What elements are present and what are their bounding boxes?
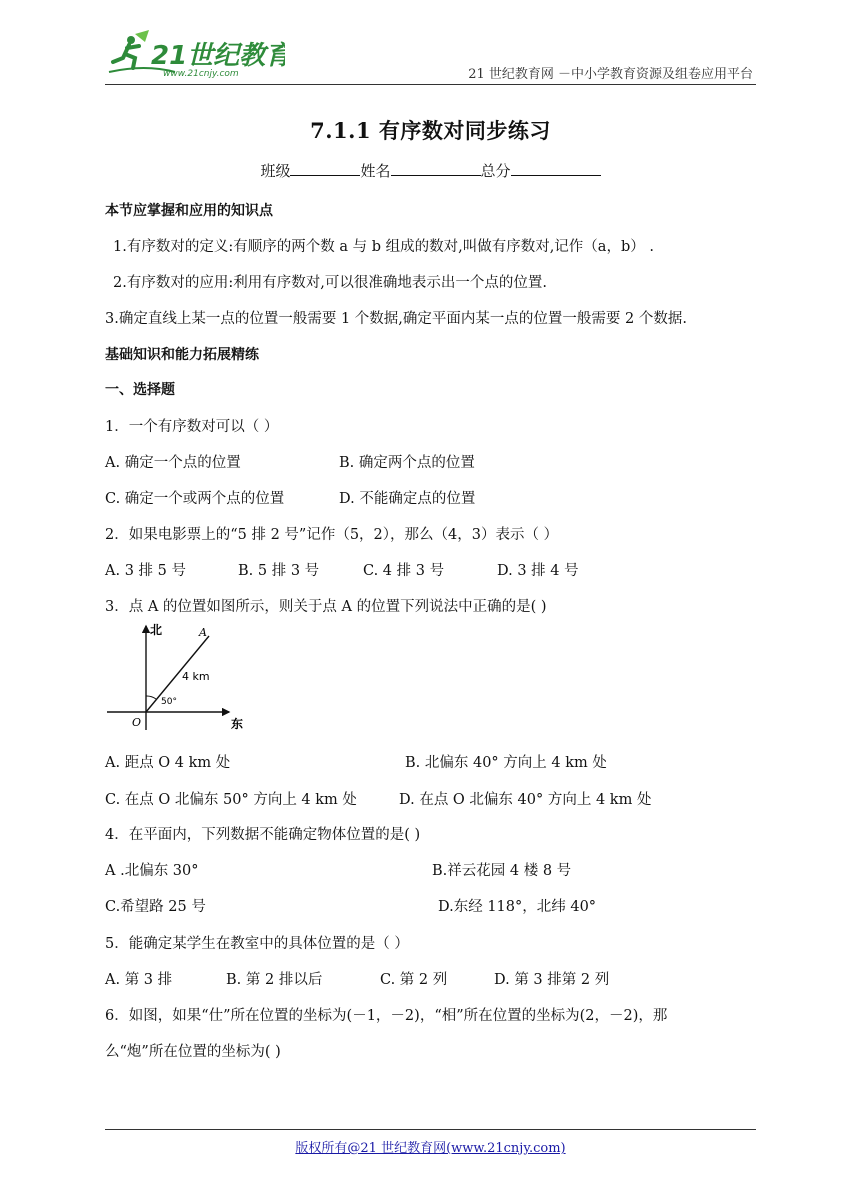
angle-label: 50° <box>161 697 177 707</box>
q3-option-d[interactable]: D. 在点 O 北偏东 40° 方向上 4 km 处 <box>399 792 652 808</box>
q2-option-c[interactable]: C. 4 排 3 号 <box>363 563 445 579</box>
knowledge-item-2: 2.有序数对的应用:利用有序数对,可以很准确地表示出一个点的位置. <box>113 275 547 291</box>
header-site-text: 21 世纪教育网 －中小学教育资源及组卷应用平台 <box>468 67 753 82</box>
knowledge-heading: 本节应掌握和应用的知识点 <box>105 203 273 219</box>
q2-option-d[interactable]: D. 3 排 4 号 <box>497 563 579 579</box>
q3-option-c[interactable]: C. 在点 O 北偏东 50° 方向上 4 km 处 <box>105 792 357 808</box>
runner-logo-icon <box>105 28 285 80</box>
knowledge-item-1: 1.有序数对的定义:有顺序的两个数 a 与 b 组成的数对,叫做有序数对,记作（a，b） . <box>113 239 654 255</box>
q3-direction-figure <box>105 620 255 738</box>
brand-name: 21世纪教育 <box>151 41 285 71</box>
q1-option-a[interactable]: A. 确定一个点的位置 <box>105 455 241 471</box>
q4-option-a[interactable]: A .北偏东 30° <box>105 863 199 879</box>
point-a-label: A <box>199 626 207 639</box>
q5-stem: 5．能确定某学生在教室中的具体位置的是（ ） <box>105 936 409 952</box>
footer-divider <box>105 1129 756 1130</box>
q4-stem: 4．在平面内，下列数据不能确定物体位置的是( ) <box>105 827 421 843</box>
north-label: 北 <box>150 623 163 637</box>
q2-stem: 2．如果电影票上的“5 排 2 号”记作（5，2），那么（4，3）表示（ ） <box>105 527 559 543</box>
page-title: 7.1.1 有序数对同步练习 <box>310 118 551 143</box>
q3-option-a[interactable]: A. 距点 O 4 km 处 <box>105 755 231 771</box>
header-divider <box>105 84 756 85</box>
student-info-line <box>0 160 861 181</box>
knowledge-item-3: 3.确定直线上某一点的位置一般需要 1 个数据,确定平面内某一点的位置一般需要 2 个数据. <box>105 311 687 327</box>
q5-option-b[interactable]: B. 第 2 排以后 <box>226 972 323 988</box>
q5-option-a[interactable]: A. 第 3 排 <box>105 972 173 988</box>
site-logo <box>105 28 285 80</box>
name-label: 姓名 <box>360 162 391 180</box>
q2-option-a[interactable]: A. 3 排 5 号 <box>105 563 186 579</box>
q2-option-b[interactable]: B. 5 排 3 号 <box>238 563 320 579</box>
q1-option-b[interactable]: B. 确定两个点的位置 <box>339 455 475 471</box>
practice-heading: 基础知识和能力拓展精练 <box>105 347 259 363</box>
east-label: 东 <box>231 717 244 731</box>
q6-stem-line-1: 6．如图，如果“仕”所在位置的坐标为(－1，－2)，“相”所在位置的坐标为(2，－2)，那 <box>105 1008 668 1024</box>
q1-option-d[interactable]: D. 不能确定点的位置 <box>339 491 476 507</box>
q4-option-b[interactable]: B.祥云花园 4 楼 8 号 <box>432 863 572 879</box>
section-heading: 一、选择题 <box>105 382 175 398</box>
score-blank[interactable] <box>511 163 601 176</box>
q6-stem-line-2: 么“炮”所在位置的坐标为( ) <box>105 1044 281 1060</box>
q1-option-c[interactable]: C. 确定一个或两个点的位置 <box>105 491 285 507</box>
q4-option-c[interactable]: C.希望路 25 号 <box>105 899 206 915</box>
name-blank[interactable] <box>391 163 481 176</box>
footer-copyright-link[interactable]: 版权所有@21 世纪教育网(www.21cnjy.com) <box>295 1141 566 1156</box>
q3-stem: 3．点 A 的位置如图所示，则关于点 A 的位置下列说法中正确的是( ) <box>105 599 547 615</box>
q3-option-b[interactable]: B. 北偏东 40° 方向上 4 km 处 <box>405 755 607 771</box>
class-blank[interactable] <box>290 163 360 176</box>
brand-url: www.21cnjy.com <box>163 69 239 79</box>
origin-label: O <box>132 716 142 729</box>
score-label: 总分 <box>480 162 511 180</box>
q5-option-d[interactable]: D. 第 3 排第 2 列 <box>494 972 610 988</box>
q5-option-c[interactable]: C. 第 2 列 <box>380 972 448 988</box>
q4-option-d[interactable]: D.东经 118°，北纬 40° <box>438 899 597 915</box>
class-label: 班级 <box>260 162 291 180</box>
distance-label: 4 km <box>182 670 210 683</box>
q1-stem: 1．一个有序数对可以（ ） <box>105 419 279 435</box>
